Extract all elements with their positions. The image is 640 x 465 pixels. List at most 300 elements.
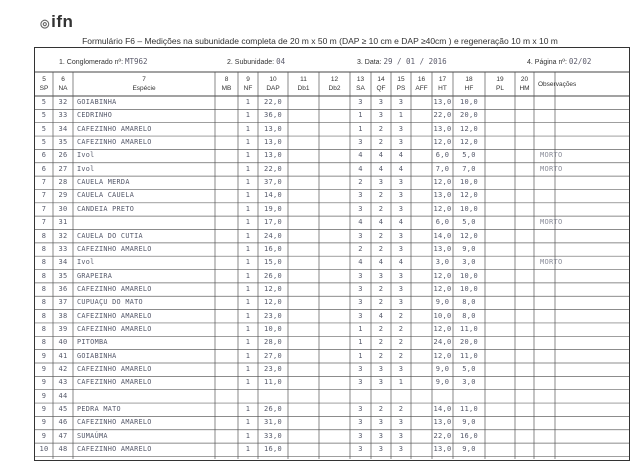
table-cell[interactable]: 20,0	[459, 111, 479, 120]
table-cell[interactable]: 4	[358, 218, 363, 227]
table-cell[interactable]: 33	[58, 111, 68, 120]
species-cell[interactable]: Ivol	[77, 151, 95, 160]
table-cell[interactable]: 3	[398, 138, 404, 147]
table-cell[interactable]: 4	[378, 151, 384, 160]
table-cell[interactable]: 8	[41, 338, 47, 347]
table-cell[interactable]: 1	[245, 231, 251, 240]
table-cell[interactable]: 4	[398, 258, 404, 267]
table-cell[interactable]: 2	[378, 338, 384, 347]
column-name: QF	[376, 85, 386, 92]
table-cell[interactable]: 2	[398, 338, 404, 347]
table-cell[interactable]: 9	[41, 418, 47, 427]
table-cell[interactable]: 2	[378, 284, 384, 293]
table-cell[interactable]: 5	[41, 124, 47, 133]
table-cell[interactable]: 15,0	[263, 258, 283, 267]
table-cell[interactable]: 7	[41, 178, 47, 187]
table-cell[interactable]: 12,0	[433, 351, 452, 360]
table-cell[interactable]: 5	[41, 111, 47, 120]
column-name: Db2	[328, 85, 341, 92]
table-cell[interactable]: 1	[245, 284, 251, 293]
table-cell[interactable]: 13,0	[433, 418, 452, 427]
table-cell[interactable]: 43	[58, 378, 68, 387]
species-cell[interactable]: CAFEZINHO AMARELO	[77, 445, 152, 454]
table-cell[interactable]: 16,0	[263, 445, 283, 454]
table-cell[interactable]: 10,0	[459, 271, 479, 280]
table-cell[interactable]: 22,0	[263, 98, 283, 106]
species-cell[interactable]: GOIABINHA	[77, 351, 117, 360]
table-cell[interactable]: 11,0	[263, 378, 283, 387]
column-number: 14	[377, 76, 385, 83]
table-cell[interactable]: 3	[378, 418, 384, 427]
table-cell[interactable]: 36,0	[263, 111, 283, 120]
table-cell[interactable]: 1	[245, 311, 251, 320]
table-cell[interactable]: 3	[358, 418, 363, 427]
table-cell[interactable]: 11,0	[459, 324, 479, 333]
table-cell[interactable]: 10	[39, 445, 49, 454]
table-cell[interactable]: 3	[398, 365, 404, 373]
table-cell[interactable]: 4	[378, 164, 384, 173]
table-cell[interactable]: 13,0	[433, 191, 452, 200]
table-cell[interactable]: 24,0	[263, 231, 283, 240]
table-cell[interactable]: 19,0	[263, 204, 283, 213]
table-cell[interactable]: 1	[245, 351, 251, 360]
table-cell[interactable]: 5,0	[462, 365, 476, 373]
table-cell[interactable]: 3	[378, 271, 384, 280]
species-cell[interactable]: CAFEZINHO AMARELO	[77, 418, 152, 427]
species-cell[interactable]: SUMAÚMA	[77, 431, 108, 440]
column-header	[485, 75, 515, 93]
pagina-value[interactable]: 02/02	[568, 57, 592, 66]
column-number: 16	[417, 76, 426, 83]
table-cell[interactable]: 45	[58, 405, 68, 414]
table-cell[interactable]: 12,0	[459, 191, 479, 200]
table-cell[interactable]: 26,0	[263, 405, 283, 414]
species-cell[interactable]: GRAPEIRA	[77, 271, 113, 280]
table-cell[interactable]: 8	[41, 258, 47, 267]
table-cell[interactable]: 22,0	[433, 431, 452, 440]
table-cell[interactable]: 1	[245, 258, 251, 267]
table-cell[interactable]: 1	[245, 111, 251, 120]
table-cell[interactable]: 31,0	[263, 418, 283, 427]
table-cell[interactable]: 22,0	[433, 111, 452, 120]
table-cell[interactable]: 3	[358, 138, 363, 147]
table-cell[interactable]: 35	[58, 271, 68, 280]
table-cell[interactable]: 3	[398, 178, 404, 187]
table-cell[interactable]: 13,0	[433, 244, 452, 253]
table-cell[interactable]: 14,0	[433, 405, 452, 414]
table-cell[interactable]: 1	[245, 418, 251, 427]
species-cell[interactable]: CAFEZINHO AMARELO	[77, 365, 152, 373]
column-name: MB	[221, 85, 232, 92]
table-cell[interactable]: 6,0	[435, 218, 450, 227]
table-cell[interactable]: 13,0	[263, 138, 283, 147]
table-cell[interactable]: 9	[41, 365, 47, 373]
table-cell[interactable]: 37,0	[263, 178, 283, 187]
table-cell[interactable]: 2	[378, 138, 384, 147]
column-name: AFF	[415, 85, 428, 92]
table-cell[interactable]: 7	[41, 204, 47, 213]
table-cell[interactable]: 9,0	[435, 365, 450, 373]
table-cell[interactable]: 3	[378, 98, 384, 106]
table-cell[interactable]: 1	[245, 124, 251, 133]
table-cell[interactable]: 1	[358, 124, 363, 133]
table-cell[interactable]: 32	[58, 231, 68, 240]
table-cell[interactable]: 42	[58, 365, 68, 373]
table-cell[interactable]: 26	[58, 151, 68, 160]
table-cell[interactable]: 12,0	[263, 284, 283, 293]
table-cell[interactable]: 44	[58, 391, 68, 400]
species-cell[interactable]: CEDRINHO	[77, 111, 113, 120]
table-cell[interactable]: 1	[358, 338, 363, 347]
table-cell[interactable]: 10,0	[459, 98, 479, 106]
species-cell[interactable]: CAFEZINHO AMARELO	[77, 378, 152, 387]
table-cell[interactable]: 9	[41, 391, 47, 400]
table-cell[interactable]: 1	[245, 431, 251, 440]
table-cell[interactable]: 1	[245, 191, 251, 200]
table-cell[interactable]: 3	[358, 365, 363, 373]
species-cell[interactable]: GOIABINHA	[77, 98, 117, 106]
table-cell[interactable]: 3	[358, 405, 363, 414]
table-cell[interactable]: 28	[58, 178, 68, 187]
column-header	[515, 75, 534, 93]
table-cell[interactable]: 3	[378, 378, 384, 387]
table-cell[interactable]: 13,0	[263, 151, 283, 160]
table-cell[interactable]: 3	[398, 204, 404, 213]
table-cell[interactable]: 1	[245, 138, 251, 147]
table-cell[interactable]: 1	[245, 218, 251, 227]
table-cell[interactable]: 4	[358, 164, 363, 173]
table-cell[interactable]: 10,0	[433, 311, 452, 320]
table-cell[interactable]: 24,0	[433, 338, 452, 347]
table-cell[interactable]: 3	[358, 431, 363, 440]
table-cell[interactable]: 3	[398, 191, 404, 200]
table-grid	[35, 48, 629, 460]
column-header	[453, 75, 485, 93]
table-cell[interactable]: 3	[398, 98, 404, 106]
table-cell[interactable]: 1	[245, 271, 251, 280]
column-header	[258, 75, 288, 93]
table-cell[interactable]: 23,0	[263, 311, 283, 320]
table-cell[interactable]: 33,0	[263, 431, 283, 440]
table-cell[interactable]: 38	[58, 311, 68, 320]
table-cell[interactable]: 46	[58, 418, 68, 427]
column-number: 15	[397, 76, 405, 83]
column-name: PL	[496, 85, 504, 92]
table-cell[interactable]: 22,0	[263, 164, 283, 173]
table-cell[interactable]: 2	[378, 298, 384, 307]
table-cell[interactable]: 4	[398, 218, 404, 227]
table-cell[interactable]: 23,0	[263, 365, 283, 373]
table-cell[interactable]: 2	[398, 351, 404, 360]
observation-cell[interactable]: MORTO	[540, 151, 563, 160]
column-number: 18	[465, 76, 473, 83]
table-cell[interactable]: 10,0	[459, 284, 479, 293]
table-cell[interactable]: 3,0	[462, 378, 476, 387]
observation-cell[interactable]: MORTO	[540, 164, 563, 173]
table-cell[interactable]: 1	[245, 365, 251, 373]
table-cell[interactable]: 47	[58, 431, 68, 440]
table-cell[interactable]: 40	[58, 338, 68, 347]
species-cell[interactable]: CAFEZINHO AMARELO	[77, 311, 152, 320]
column-number: 19	[496, 76, 504, 83]
table-cell[interactable]: 3,0	[435, 258, 450, 267]
table-cell[interactable]: 3	[358, 271, 363, 280]
table-cell[interactable]: 3	[378, 431, 384, 440]
table-cell[interactable]: 7,0	[435, 164, 450, 173]
table-cell[interactable]: 8	[41, 231, 47, 240]
table-cell[interactable]: 5	[41, 98, 47, 106]
table-cell[interactable]: 3	[378, 111, 384, 120]
table-cell[interactable]: 14,0	[263, 191, 283, 200]
table-cell[interactable]: 9,0	[462, 445, 476, 454]
table-cell[interactable]: 37	[58, 298, 68, 307]
table-cell[interactable]: 2	[378, 124, 384, 133]
table-cell[interactable]: 41	[58, 351, 68, 360]
table-cell[interactable]: 1	[245, 164, 251, 173]
table-cell[interactable]: 27	[58, 164, 68, 173]
table-cell[interactable]: 1	[245, 98, 251, 106]
table-cell[interactable]: 4	[398, 151, 404, 160]
species-cell[interactable]: CAFEZINHO AMARELO	[77, 244, 152, 253]
column-number: 13	[356, 76, 365, 83]
table-cell[interactable]: 6	[41, 164, 47, 173]
species-cell[interactable]: CAFEZINHO AMARELO	[77, 138, 152, 147]
table-cell[interactable]: 7	[41, 218, 47, 227]
data-value[interactable]: 29 / 01 / 2016	[383, 57, 447, 66]
table-cell[interactable]: 13,0	[263, 124, 283, 133]
table-cell[interactable]: 3	[378, 178, 384, 187]
column-header	[73, 75, 215, 93]
table-cell[interactable]: 1	[358, 111, 363, 120]
table-cell[interactable]: 7	[41, 191, 47, 200]
table-cell[interactable]: 5,0	[462, 151, 476, 160]
table-cell[interactable]: 6	[41, 151, 47, 160]
table-cell[interactable]: 8	[41, 324, 47, 333]
table-cell[interactable]: 26,0	[263, 271, 283, 280]
table-cell[interactable]: 2	[378, 204, 384, 213]
table-cell[interactable]: 32	[58, 98, 68, 106]
table-cell[interactable]: 1	[245, 338, 251, 347]
table-cell[interactable]: 4	[378, 218, 384, 227]
column-number: 6	[61, 76, 65, 83]
table-cell[interactable]: 13,0	[433, 98, 452, 106]
table-cell[interactable]: 12,0	[433, 138, 452, 147]
table-cell[interactable]: 3	[398, 124, 404, 133]
table-cell[interactable]: 2	[378, 231, 384, 240]
table-cell[interactable]: 14,0	[433, 231, 452, 240]
table-cell[interactable]: 3	[378, 445, 384, 454]
table-cell[interactable]: 1	[245, 298, 251, 307]
table-cell[interactable]: 9	[41, 405, 47, 414]
table-cell[interactable]: 3	[398, 231, 404, 240]
table-cell[interactable]: 10,0	[459, 204, 479, 213]
table-cell[interactable]: 7,0	[462, 164, 476, 173]
table-cell[interactable]: 29	[58, 191, 68, 200]
table-cell[interactable]: 33	[58, 244, 68, 253]
table-cell[interactable]: 9	[41, 378, 47, 387]
table-cell[interactable]: 8	[41, 311, 47, 320]
table-cell[interactable]: 3	[398, 298, 404, 307]
table-cell[interactable]: 28,0	[263, 338, 283, 347]
table-cell[interactable]: 11,0	[459, 405, 479, 414]
table-cell[interactable]: 2	[378, 351, 384, 360]
table-cell[interactable]: 4	[358, 151, 363, 160]
table-cell[interactable]: 35	[58, 138, 68, 147]
species-cell[interactable]: CAUELA MERDA	[77, 178, 130, 187]
table-cell[interactable]: 8	[41, 244, 47, 253]
observation-cell[interactable]: MORTO	[540, 218, 563, 227]
table-cell[interactable]: 1	[245, 178, 251, 187]
table-cell[interactable]: 1	[245, 445, 251, 454]
subunidade-value[interactable]: 04	[276, 57, 286, 66]
table-cell[interactable]: 12,0	[433, 178, 452, 187]
table-cell[interactable]: 9,0	[462, 244, 476, 253]
table-cell[interactable]: 12,0	[459, 124, 479, 133]
table-cell[interactable]: 16,0	[263, 244, 283, 253]
table-cell[interactable]: 1	[245, 378, 251, 387]
table-cell[interactable]: 5,0	[462, 218, 476, 227]
table-cell[interactable]: 3	[398, 271, 404, 280]
conglomerado-label: 1. Conglomerado nº:	[59, 59, 124, 66]
table-cell[interactable]: 8,0	[462, 311, 476, 320]
table-cell[interactable]: 2	[378, 405, 384, 414]
table-cell[interactable]: 2	[378, 191, 384, 200]
table-cell[interactable]: 3	[358, 378, 363, 387]
table-cell[interactable]: 1	[398, 378, 404, 387]
species-cell[interactable]: CANDEIA PRETO	[77, 204, 135, 213]
table-cell[interactable]: 12,0	[433, 324, 452, 333]
table-cell[interactable]: 17,0	[263, 218, 283, 227]
table-cell[interactable]: 12,0	[459, 231, 479, 240]
table-cell[interactable]: 1	[358, 324, 363, 333]
conglomerado-value[interactable]: MT962	[125, 57, 148, 66]
species-cell[interactable]: CAFEZINHO AMARELO	[77, 284, 152, 293]
column-name: NA	[58, 85, 68, 92]
table-cell[interactable]: 1	[245, 204, 251, 213]
table-cell[interactable]: 5	[41, 138, 47, 147]
table-cell[interactable]: 12,0	[263, 298, 283, 307]
table-cell[interactable]: 20,0	[459, 338, 479, 347]
table-cell[interactable]: 2	[398, 324, 404, 333]
table-cell[interactable]: 39	[58, 324, 68, 333]
table-cell[interactable]: 4	[358, 258, 363, 267]
species-cell[interactable]: CAUELA CAUELA	[77, 191, 135, 200]
table-cell[interactable]: 8	[41, 271, 47, 280]
table-cell[interactable]: 1	[358, 351, 363, 360]
table-cell[interactable]: 3	[398, 445, 404, 454]
table-cell[interactable]: 1	[398, 111, 404, 120]
table-cell[interactable]: 12,0	[459, 138, 479, 147]
table-cell[interactable]: 9	[41, 431, 47, 440]
species-cell[interactable]: CUPUAÇU DO MATO	[77, 298, 143, 307]
table-cell[interactable]: 3	[398, 418, 404, 427]
species-cell[interactable]: CAFEZINHO AMARELO	[77, 324, 152, 333]
table-cell[interactable]: 4	[378, 311, 384, 320]
table-cell[interactable]: 13,0	[433, 445, 452, 454]
table-cell[interactable]: 31	[58, 218, 68, 227]
table-cell[interactable]: 8	[41, 284, 47, 293]
ifn-logo-icon: ◎	[40, 18, 51, 30]
table-cell[interactable]: 12,0	[433, 204, 452, 213]
table-cell[interactable]: 2	[398, 311, 404, 320]
table-cell[interactable]: 36	[58, 284, 68, 293]
species-cell[interactable]: PITOMBA	[77, 338, 108, 347]
species-cell[interactable]: Ivol	[77, 258, 95, 267]
table-cell[interactable]: 3	[378, 365, 384, 373]
table-cell[interactable]: 3	[398, 284, 404, 293]
table-cell[interactable]: 6,0	[435, 151, 450, 160]
table-cell[interactable]: 9,0	[435, 378, 450, 387]
table-cell[interactable]: 9,0	[435, 298, 450, 307]
column-name: DAP	[266, 85, 280, 92]
table-cell[interactable]: 3	[358, 298, 363, 307]
table-cell[interactable]: 9,0	[462, 418, 476, 427]
table-cell[interactable]: 12,0	[433, 284, 452, 293]
table-cell[interactable]: 4	[398, 164, 404, 173]
table-cell[interactable]: 1	[245, 324, 251, 333]
table-cell[interactable]: 1	[245, 151, 251, 160]
observation-cell[interactable]: MORTO	[540, 258, 563, 267]
table-cell[interactable]: 3	[358, 284, 363, 293]
table-cell[interactable]: 27,0	[263, 351, 283, 360]
form-title: Formulário F6 – Medições na subunidade completa de 20 m x 50 m (DAP ≥ 10 cm e DAP ≥40cm ) e regeneração 10 m x 10 m	[82, 36, 558, 46]
table-cell[interactable]: 10,0	[459, 178, 479, 187]
species-cell[interactable]: PEDRA MATO	[77, 405, 121, 414]
table-cell[interactable]: 3	[358, 445, 363, 454]
ifn-logo	[40, 12, 73, 32]
table-cell[interactable]: 3	[358, 204, 363, 213]
table-cell[interactable]: 9	[41, 351, 47, 360]
table-cell[interactable]: 3	[358, 191, 363, 200]
table-cell[interactable]: 2	[358, 244, 363, 253]
table-cell[interactable]: 10,0	[263, 324, 283, 333]
table-cell[interactable]: 12,0	[433, 271, 452, 280]
table-cell[interactable]: 2	[378, 244, 384, 253]
table-cell[interactable]: 1	[245, 244, 251, 253]
column-name: Observações	[538, 81, 577, 88]
column-header	[53, 75, 73, 93]
table-cell[interactable]: 3	[358, 231, 363, 240]
table-cell[interactable]: 3	[358, 311, 363, 320]
table-cell[interactable]: 11,0	[459, 351, 479, 360]
table-cell[interactable]: 2	[378, 324, 384, 333]
table-cell[interactable]: 4	[378, 258, 384, 267]
table-cell[interactable]: 34	[58, 124, 68, 133]
table-cell[interactable]: 8,0	[462, 298, 476, 307]
table-cell[interactable]: 8	[41, 298, 47, 307]
column-name: PS	[396, 85, 406, 92]
table-cell[interactable]: 1	[245, 405, 251, 414]
column-number: 20	[520, 76, 529, 83]
table-cell[interactable]: 16,0	[459, 431, 479, 440]
table-cell[interactable]: 2	[358, 178, 363, 187]
species-cell[interactable]: CAUELA DO CUTIA	[77, 231, 143, 240]
table-cell[interactable]: 3	[358, 98, 363, 106]
column-name: HM	[519, 85, 530, 92]
table-cell[interactable]: 13,0	[433, 124, 452, 133]
species-cell[interactable]: CAFEZINHO AMARELO	[77, 124, 152, 133]
column-name: SP	[39, 85, 49, 92]
species-cell[interactable]: Ivol	[77, 164, 95, 173]
table-cell[interactable]: 3	[398, 431, 404, 440]
table-cell[interactable]: 2	[398, 405, 404, 414]
column-header	[35, 75, 53, 93]
table-cell[interactable]: 48	[58, 445, 68, 454]
table-cell[interactable]: 3	[398, 244, 404, 253]
table-cell[interactable]: 30	[58, 204, 68, 213]
table-cell[interactable]: 3,0	[462, 258, 476, 267]
table-cell[interactable]: 34	[58, 258, 68, 267]
